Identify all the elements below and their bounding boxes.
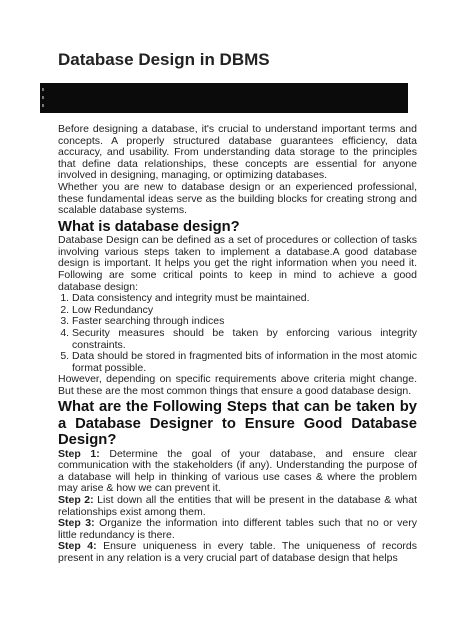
step-paragraph [58,518,417,541]
banner-mark [42,88,44,91]
step-text: Organize the information into different tables such that no or very little redundancy is there. [58,517,417,541]
article-body [58,124,417,565]
section-heading: What are the Following Steps that can be taken by a Database Designer to Ensure Good Database Design? [58,399,417,449]
list-item: 2. Low Redundancy [72,305,417,317]
banner-mark [42,104,44,107]
step-label: Step 3: [58,517,95,530]
closing-paragraph: However, depending on specific requirements above criteria might change. But these are the most common things that ensure a good database design. [58,373,417,397]
intro-paragraph: Whether you are new to database design or an experienced professional, these fundamental ideas serve as the building blocks for creating strong and scalable database systems. [58,180,417,217]
list-item: 1. Data consistency and integrity must be maintained. [72,293,417,305]
list-item: 4. Security measures should be taken by enforcing various integrity constraints. [72,328,417,351]
step-paragraph [58,449,417,495]
definition-paragraph: Database Design can be defined as a set of procedures or collection of tasks involving various steps taken to implement a database.A good database design is important. It helps you get the right information when you need it. Following are some critical points to keep in mind to achieve a good database design: [58,234,417,293]
banner-image [40,83,408,113]
step-paragraph [58,495,417,518]
step-text: Ensure uniqueness in every table. The uniqueness of records present in any relation is a very crucial part of database design that helps [58,540,417,565]
step-text: List down all the entities that will be present in the database & what relationships exist among them. [58,494,417,518]
intro-paragraph: Before designing a database, it's crucial to understand important terms and concepts. A properly structured database guarantees efficiency, data accuracy, and usability. From understanding data storage to the principles that define data relationships, these concepts are essential for anyone involved in designing, managing, or optimizing databases. [58,123,417,182]
step-label: Step 1: [58,447,100,460]
step-paragraph [58,541,417,564]
criteria-list [58,293,417,374]
page-title: Database Design in DBMS [58,50,270,69]
banner-mark [42,96,44,99]
step-label: Step 2: [58,494,94,507]
step-text: Determine the goal of your database, and ensure clear communication with the stakeholders (if any). Understanding the purpose of a database will help in thinking of various use cases & where the problem may arise & how we can prevent it. [58,447,417,495]
section-heading: What is database design? [58,218,240,235]
step-label: Step 4: [58,540,97,553]
list-item: 3. Faster searching through indices [72,316,417,328]
list-item: 5. Data should be stored in fragmented bits of information in the most atomic format possible. [72,351,417,374]
